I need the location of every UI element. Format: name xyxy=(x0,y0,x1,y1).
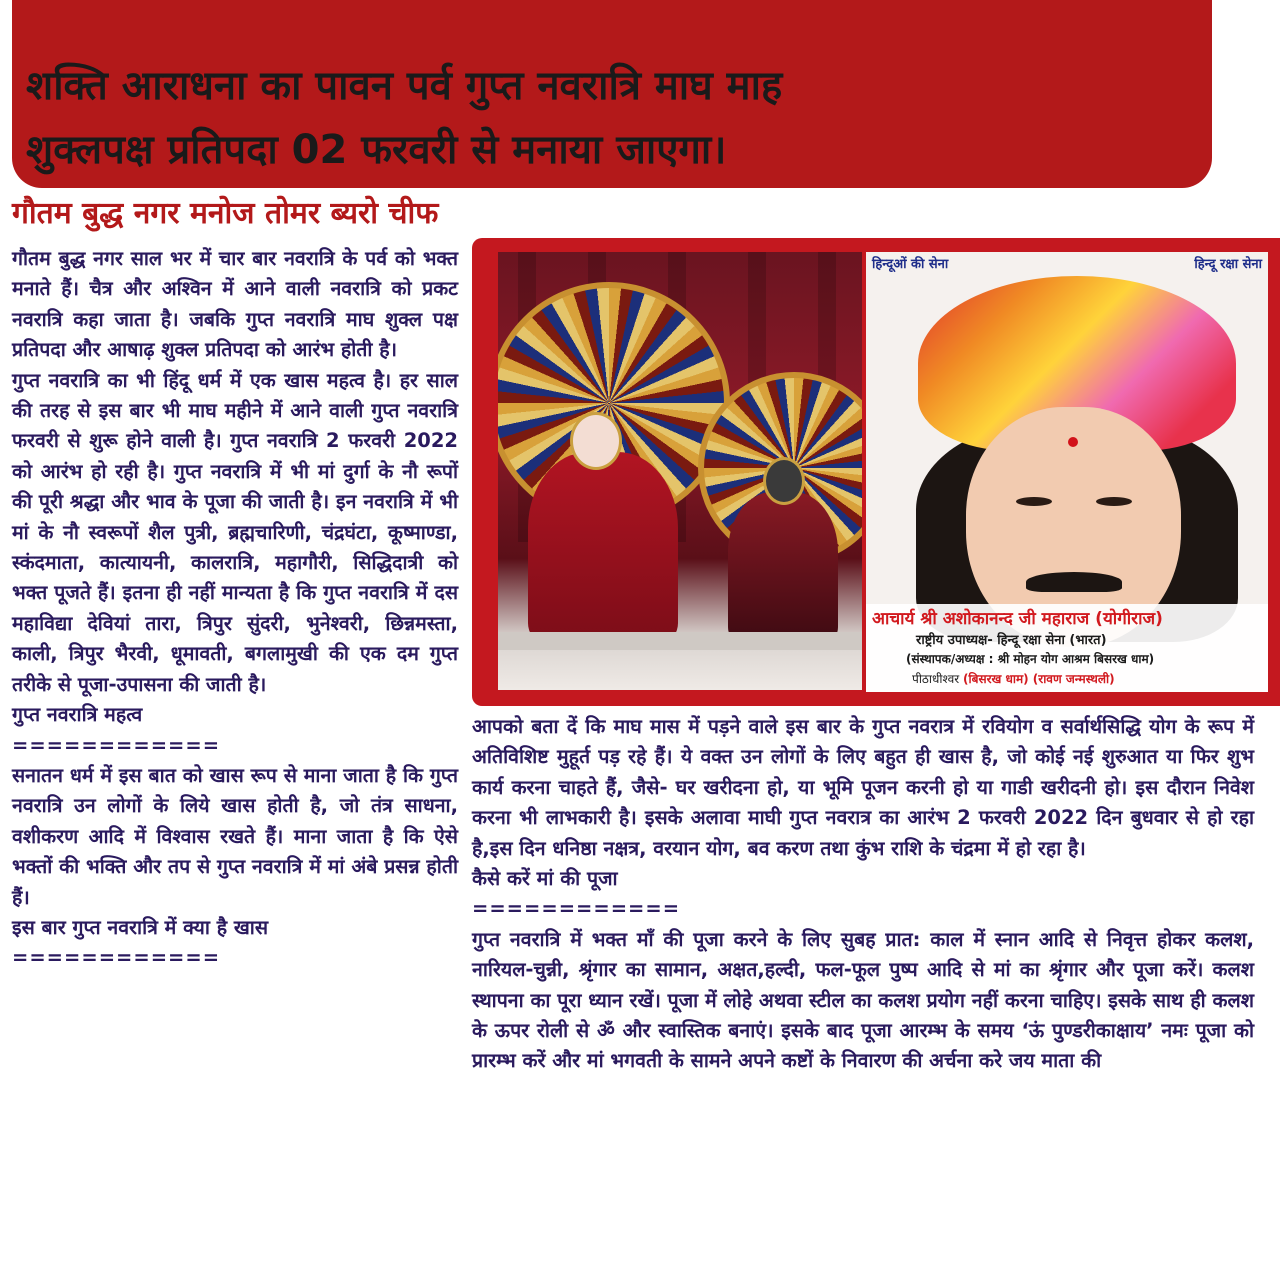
caption-name: आचार्य श्री अशोकानन्द जी महाराज (योगीराज) xyxy=(872,609,1163,629)
right-paragraph-2: गुप्त नवरात्रि में भक्त माँ की पूजा करने के लिए सुबह प्रात: काल में स्नान आदि से निवृत्त होकर कलश, नारियल-चुन्नी, श्रृंगार का सामान, अक्षत,हल्दी, फल-फूल पुष्प आदि से मां का श्रृंगार और पूजा करें। कलश स्थापना का पूरा ध्यान रखें। पूजा में लोहे अथवा स्टील का कलश प्रयोग नहीं करना चाहिए। इसके साथ ही कलश के ऊपर रोली से ॐ और स्वास्तिक बनाएं। इसके बाद पूजा आरम्भ के समय ‘ऊं पुण्डरीकाक्षाय’ नमः पूजा को प्रारम्भ करें और मां भगवती के सामने अपने कष्टों के निवारण की अर्चना करे जय माता की xyxy=(472,927,1254,1073)
deity-face xyxy=(763,457,805,505)
headline xyxy=(26,54,1196,182)
separator-line: ============ xyxy=(12,733,221,757)
separator-line: ============ xyxy=(12,946,221,970)
deity-idol-kali xyxy=(728,492,838,642)
caption-place xyxy=(912,670,1115,687)
deity-idols-photo xyxy=(498,252,862,690)
subheading-is-baar-khas: इस बार गुप्त नवरात्रि में क्या है खास xyxy=(12,915,269,939)
caption-title: राष्ट्रीय उपाध्यक्ष- हिन्दू रक्षा सेना (भारत) xyxy=(916,633,1107,648)
tilak xyxy=(1068,437,1078,447)
left-paragraph-2: गुप्त नवरात्रि का भी हिंदू धर्म में एक खास महत्व है। हर साल की तरह से इस बार भी माघ महीने में आने वाली गुप्त नवरात्रि फरवरी से शुरू होने वाली है। गुप्त नवरात्रि 2 फरवरी 2022 को आरंभ हो रही है। गुप्त नवरात्रि में भी मां दुर्गा के नौ रूपों की पूरी श्रद्धा और भाव के पूजा की जाती है। इन नवरात्रि में भी मां के नौ स्वरूपों शैल पुत्री, ब्रह्मचारिणी, चंद्रघंटा, कूष्माण्डा, स्कंदमाता, कात्यायनी, कालरात्रि, महागौरी, सिद्धिदात्री को भक्त पूजते हैं। इतना ही नहीं मान्यता है कि गुप्त नवरात्रि में दस महाविद्या देवियां तारा, त्रिपुर सुंदरी, भुनेश्वरी, छिन्नमस्ता, काली, त्रिपुर भैरवी, धूमावती, बगलामुखी की एक दम गुप्त तरीके से पूजा-उपासना की जाती है। xyxy=(12,368,458,696)
deity-face xyxy=(570,412,622,470)
byline: गौतम बुद्ध नगर मनोज तोमर ब्यरो चीफ xyxy=(12,196,439,231)
caption-founder: (संस्थापक/अध्यक्ष : श्री मोहन योग आश्रम बिसरख धाम) xyxy=(906,652,1155,666)
headline-line-1: शक्ति आराधना का पावन पर्व गुप्त नवरात्रि माघ माह xyxy=(26,63,783,109)
poster-caption xyxy=(866,604,1268,692)
subheading-gupt-navratri-mahatva: गुप्त नवरात्रि महत्व xyxy=(12,703,143,727)
left-column xyxy=(12,244,458,974)
right-column xyxy=(472,712,1254,1077)
deity-idol-durga xyxy=(528,452,678,642)
subheading-kaise-karen-puja: कैसे करें मां की पूजा xyxy=(472,867,618,891)
left-paragraph-3: सनातन धर्म में इस बात को खास रूप से माना जाता है कि गुप्त नवरात्रि उन लोगों के लिये खास होती है, जो तंत्र साधना, वशीकरण आदि में विश्वास रखते हैं। माना जाता है कि ऐसे भक्तों की भक्ति और तप से गुप्त नवरात्रि में मां अंबे प्रसन्न होती हैं। xyxy=(12,763,458,909)
eye xyxy=(1016,497,1052,506)
acharya-poster xyxy=(866,252,1268,692)
right-paragraph-1: आपको बता दें कि माघ मास में पड़ने वाले इस बार के गुप्त नवरात्र में रवियोग व सर्वार्थसिद्धि योग के रूप में अतिविशिष्ट मुहूर्त पड़ रहे हैं। ये वक्त उन लोगों के लिए बहुत ही खास है, जो कोई नई शुरुआत या फिर शुभ कार्य करना चाहते हैं, जैसे- घर खरीदना हो, या भूमि पूजन करनी हो या गाडी खरीदनी हो। इस दौरान निवेश करना भी लाभकारी है। इसके अलावा माघी गुप्त नवरात्र का आरंभ 2 फरवरी 2022 दिन बुधवार से हो रहा है,इस दिन धनिष्ठा नक्षत्र, वरयान योग, बव करण तथा कुंभ राशि के चंद्रमा में हो रहा है। xyxy=(472,715,1254,860)
poster-label-right: हिन्दू रक्षा सेना xyxy=(1194,257,1262,272)
eye xyxy=(1096,497,1132,506)
left-paragraph-1: गौतम बुद्ध नगर साल भर में चार बार नवरात्रि के पर्व को भक्त मनाते हैं। चैत्र और अश्विन में आने वाली नवरात्रि को प्रकट नवरात्रि कहा जाता है। जबकि गुप्त नवरात्रि माघ शुक्ल पक्ष प्रतिपदा और आषाढ़ शुक्ल प्रतिपदा को आरंभ होती है। xyxy=(12,247,458,362)
separator-line: ============ xyxy=(472,897,681,921)
poster-label-left: हिन्दूओं की सेना xyxy=(872,257,949,272)
caption-place-prefix: पीठाधीश्वर xyxy=(912,672,960,686)
caption-place-name: (बिसरख धाम) (रावण जन्मस्थली) xyxy=(963,672,1115,686)
altar-stand xyxy=(498,632,862,650)
mustache xyxy=(1026,572,1122,592)
headline-line-2: शुक्लपक्ष प्रतिपदा 02 फरवरी से मनाया जाएगा। xyxy=(26,127,727,173)
